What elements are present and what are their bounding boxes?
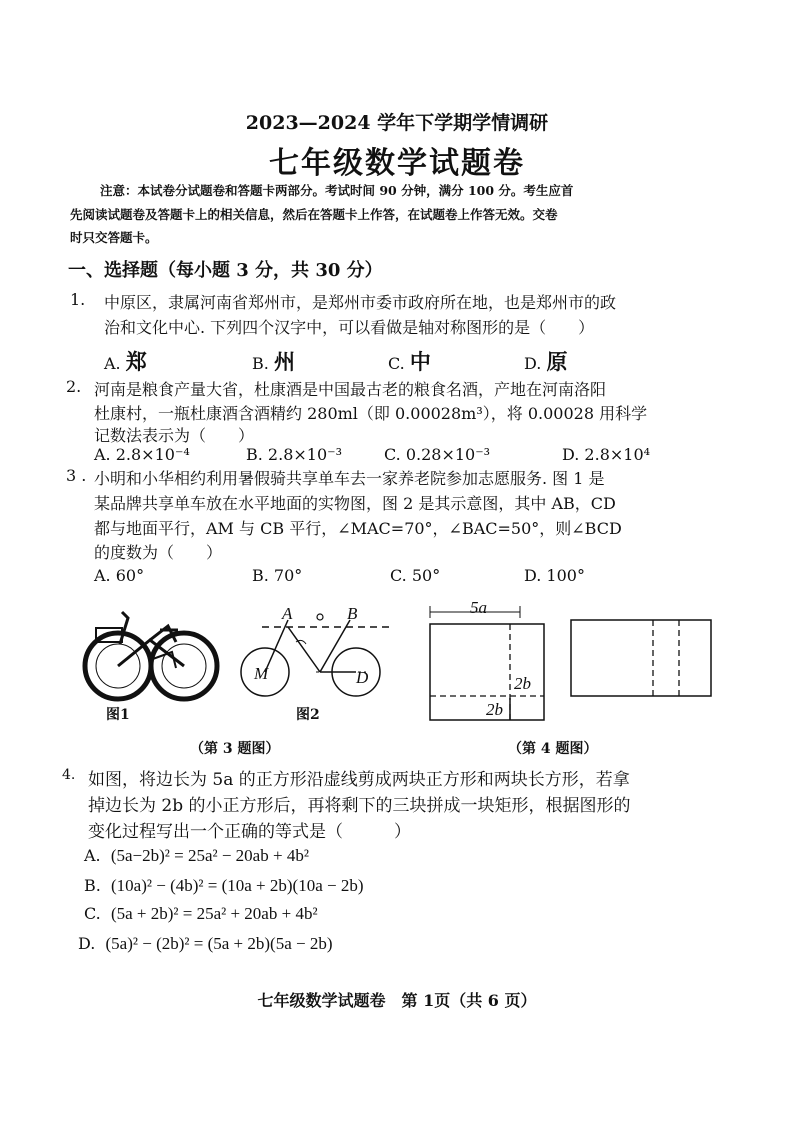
notice-line: 时只交答题卡。 <box>70 230 158 245</box>
exam-subtitle: 2023—2024 学年下学期学情调研 <box>245 112 549 134</box>
q2-text-line: 记数法表示为（ ） <box>94 426 255 445</box>
fig1-caption: 图1 <box>106 707 130 723</box>
q4-text-line: 如图，将边长为 5a 的正方形沿虚线剪成两块正方形和两块长方形，若拿 <box>88 770 630 790</box>
section-heading: 一、选择题（每小题 3 分，共 30 分） <box>68 260 383 281</box>
q2-option-b: B. 2.8×10⁻³ <box>246 445 342 464</box>
option-char: 原 <box>546 350 568 374</box>
fig4-label-side: 2b <box>514 674 531 693</box>
q4-option-a <box>84 846 309 866</box>
option-expression: (10a)² − (4b)² = (10a + 2b)(10a − 2b) <box>111 876 364 895</box>
notice-line: 先阅读试题卷及答题卡上的相关信息，然后在答题卡上作答，在试题卷上作答无效。交卷 <box>70 207 558 222</box>
page-footer: 七年级数学试题卷 第 1页（共 6 页） <box>257 991 537 1010</box>
q3-option-b: B. 70° <box>252 566 303 585</box>
q1-text-line: 中原区，隶属河南省郑州市，是郑州市委市政府所在地，也是郑州市的政 <box>104 293 617 312</box>
q3-option-c: C. 50° <box>390 566 441 585</box>
q2-option-a: A. 2.8×10⁻⁴ <box>94 445 190 464</box>
option-label: B. <box>252 354 269 373</box>
q1-number: 1. <box>70 290 86 309</box>
q2-option-c: C. 0.28×10⁻³ <box>384 445 491 464</box>
q3-option-d: D. 100° <box>524 566 585 585</box>
option-label: D. <box>78 934 96 953</box>
fig4-label-top: 5a <box>470 598 487 617</box>
q2-option-d: D. 2.8×10⁴ <box>562 445 651 464</box>
q4-option-d <box>78 934 332 954</box>
bicycle-photo-figure <box>85 612 217 699</box>
q3-text-line: 都与地面平行，AM 与 CB 平行，∠MAC=70°，∠BAC=50°，则∠BCD <box>94 519 622 538</box>
q4-text-line: 变化过程写出一个正确的等式是（ ） <box>88 822 411 842</box>
q4-option-b <box>84 876 363 896</box>
exam-title: 七年级数学试题卷 <box>269 146 525 181</box>
notice-line: 注意：本试卷分试题卷和答题卡两部分。考试时间 90 分钟，满分 100 分。考生应首 <box>100 183 574 198</box>
fig2-label-b: B <box>347 604 358 623</box>
fig2-caption: 图2 <box>296 707 320 723</box>
q3-number: 3 . <box>66 466 87 485</box>
q1-text-line: 治和文化中心. 下列四个汉字中，可以看做是轴对称图形的是（ ） <box>104 318 595 337</box>
option-label: D. <box>524 354 542 373</box>
q4-figure-caption: （第 4 题图） <box>508 741 598 757</box>
option-label: C. <box>388 354 405 373</box>
option-char: 郑 <box>125 350 147 374</box>
option-label: A. <box>104 354 121 373</box>
fig2-label-a: A <box>282 604 293 623</box>
option-expression: (5a + 2b)² = 25a² + 20ab + 4b² <box>110 904 318 923</box>
option-expression: (5a−2b)² = 25a² − 20ab + 4b² <box>110 846 309 865</box>
q3-figure-caption: （第 3 题图） <box>190 741 280 757</box>
fig2-label-m: M <box>254 664 269 683</box>
q3-option-a: A. 60° <box>94 566 145 585</box>
q2-text-line: 杜康村，一瓶杜康酒含酒精约 280ml（即 0.00028m³），将 0.00028 用科学 <box>94 404 648 423</box>
option-label: C. <box>84 904 101 923</box>
option-label: A. <box>84 846 101 865</box>
q4-number: 4. <box>62 767 76 783</box>
q2-text-line: 河南是粮食产量大省，杜康酒是中国最古老的粮食名酒，产地在河南洛阳 <box>94 380 607 399</box>
fig2-label-d: D <box>356 668 369 687</box>
q3-text-line: 的度数为（ ） <box>94 543 223 562</box>
q3-text-line: 小明和小华相约利用暑假骑共享单车去一家养老院参加志愿服务. 图 1 是 <box>94 469 605 488</box>
q4-text-line: 掉边长为 2b 的小正方形后，再将剩下的三块拼成一块矩形，根据图形的 <box>88 796 631 816</box>
rectangle-rearranged-figure <box>571 620 711 696</box>
q2-number: 2. <box>66 377 82 396</box>
option-char: 州 <box>273 350 295 374</box>
option-char: 中 <box>409 350 431 374</box>
fig4-label-bottom: 2b <box>486 700 503 719</box>
option-expression: (5a)² − (2b)² = (5a + 2b)(5a − 2b) <box>105 934 333 953</box>
q3-text-line: 某品牌共享单车放在水平地面的实物图，图 2 是其示意图，其中 AB，CD <box>94 494 616 513</box>
option-label: B. <box>84 876 101 895</box>
q4-option-c <box>84 904 318 924</box>
